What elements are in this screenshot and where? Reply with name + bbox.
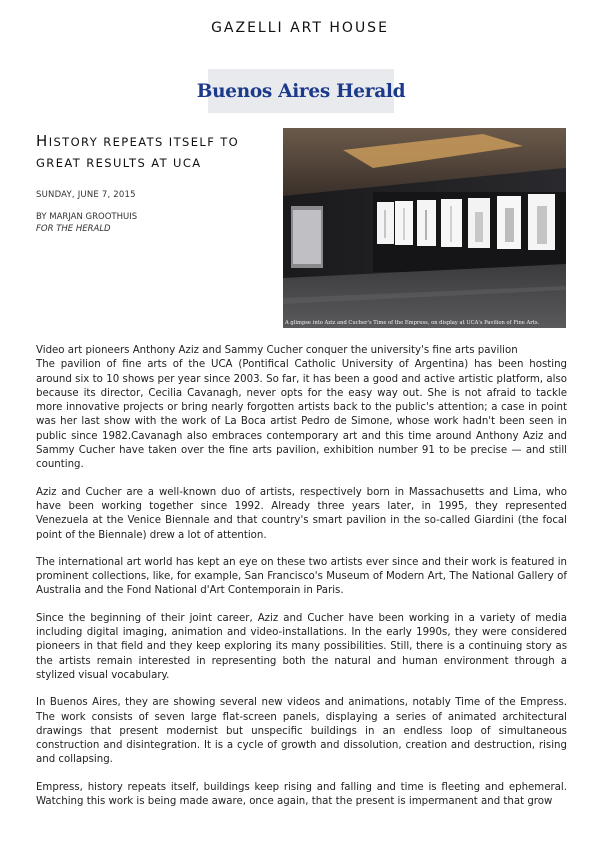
photo-caption: A glimpse into Aziz and Cucher's Time of the Empress, on display at UCA's Pavilion of Fine Arts. — [285, 320, 540, 326]
headline-initial: H — [36, 132, 49, 150]
byline-author: BY MARJAN GROOTHUIS — [36, 212, 138, 222]
byline — [36, 211, 137, 235]
article-lead: Video art pioneers Anthony Aziz and Sammy Cucher conquer the university's fine arts pavilion — [36, 345, 518, 356]
gallery-name: GAZELLI ART HOUSE — [211, 20, 389, 36]
gallery-interior-image — [283, 128, 566, 328]
headline-line2: GREAT RESULTS AT UCA — [36, 156, 202, 170]
headline-line1: ISTORY REPEATS ITSELF TO — [48, 135, 240, 149]
byline-outlet: FOR THE HERALD — [36, 224, 111, 234]
article-paragraph: The pavilion of fine arts of the UCA (Pontifical Catholic University of Argentina) has been hosting around six to 10 shows per year since 2003. So far, it has been a good and active artistic platform, also because its director, Cecilia Cavanagh, never opts for the easy way out. She is not afraid to tackle more innovative projects or bring nearly forgotten artists back to the public's attention; a case in point was her last show with the work of La Boca artist Pedro de Simone, whose work hadn't been seen in public since 1982.Cavanagh also embraces contemporary art and this time around Anthony Aziz and Sammy Cucher have taken over the fine arts pavilion, exhibition number 91 to be precise — and still counting. — [36, 359, 567, 471]
exhibition-photo — [283, 128, 566, 328]
article-paragraph: The international art world has kept an eye on these two artists ever since and their work is featured in prominent collections, like, for example, San Francisco's Museum of Modern Art, The National Gallery of Australia and the Fond National d'Art Contemporain in Paris. — [36, 556, 567, 597]
article-headline — [36, 131, 272, 174]
article-body — [36, 344, 567, 822]
publication-date: SUNDAY, JUNE 7, 2015 — [36, 190, 136, 200]
article-paragraph: In Buenos Aires, they are showing several new videos and animations, notably Time of the Empress. The work consists of seven large flat-screen panels, displaying a series of animated architectural drawings that present modernist but unspecific buildings in an endless loop of simultaneous construction and disintegration. It is a cycle of growth and dissolution, creation and destruction, rising and collapsing. — [36, 697, 567, 766]
newspaper-masthead — [196, 69, 406, 113]
masthead-title: Buenos Aires Herald — [196, 80, 406, 102]
article-paragraph: Since the beginning of their joint career, Aziz and Cucher have been working in a variety of media including digital imaging, animation and video-installations. In the early 1990s, they were considered pioneers in that field and they keep exploring its many possibilities. Still, there is a continuing story as the artists remain interested in representing both the natural and human environment through a stylized visual vocabulary. — [36, 612, 567, 681]
article-paragraph: Aziz and Cucher are a well-known duo of artists, respectively born in Massachusetts and Lima, who have been working together since 1992. Already three years later, in 1995, they represented Venezuela at the Venice Biennale and that country's smart pavilion in the so-called Giardini (the focal point of the Biennale) drew a lot of attention. — [36, 486, 567, 541]
article-paragraph: Empress, history repeats itself, buildings keep rising and falling and time is fleeting and ephemeral. Watching this work is being made aware, once again, that the present is impermanent and that grow — [36, 781, 567, 808]
